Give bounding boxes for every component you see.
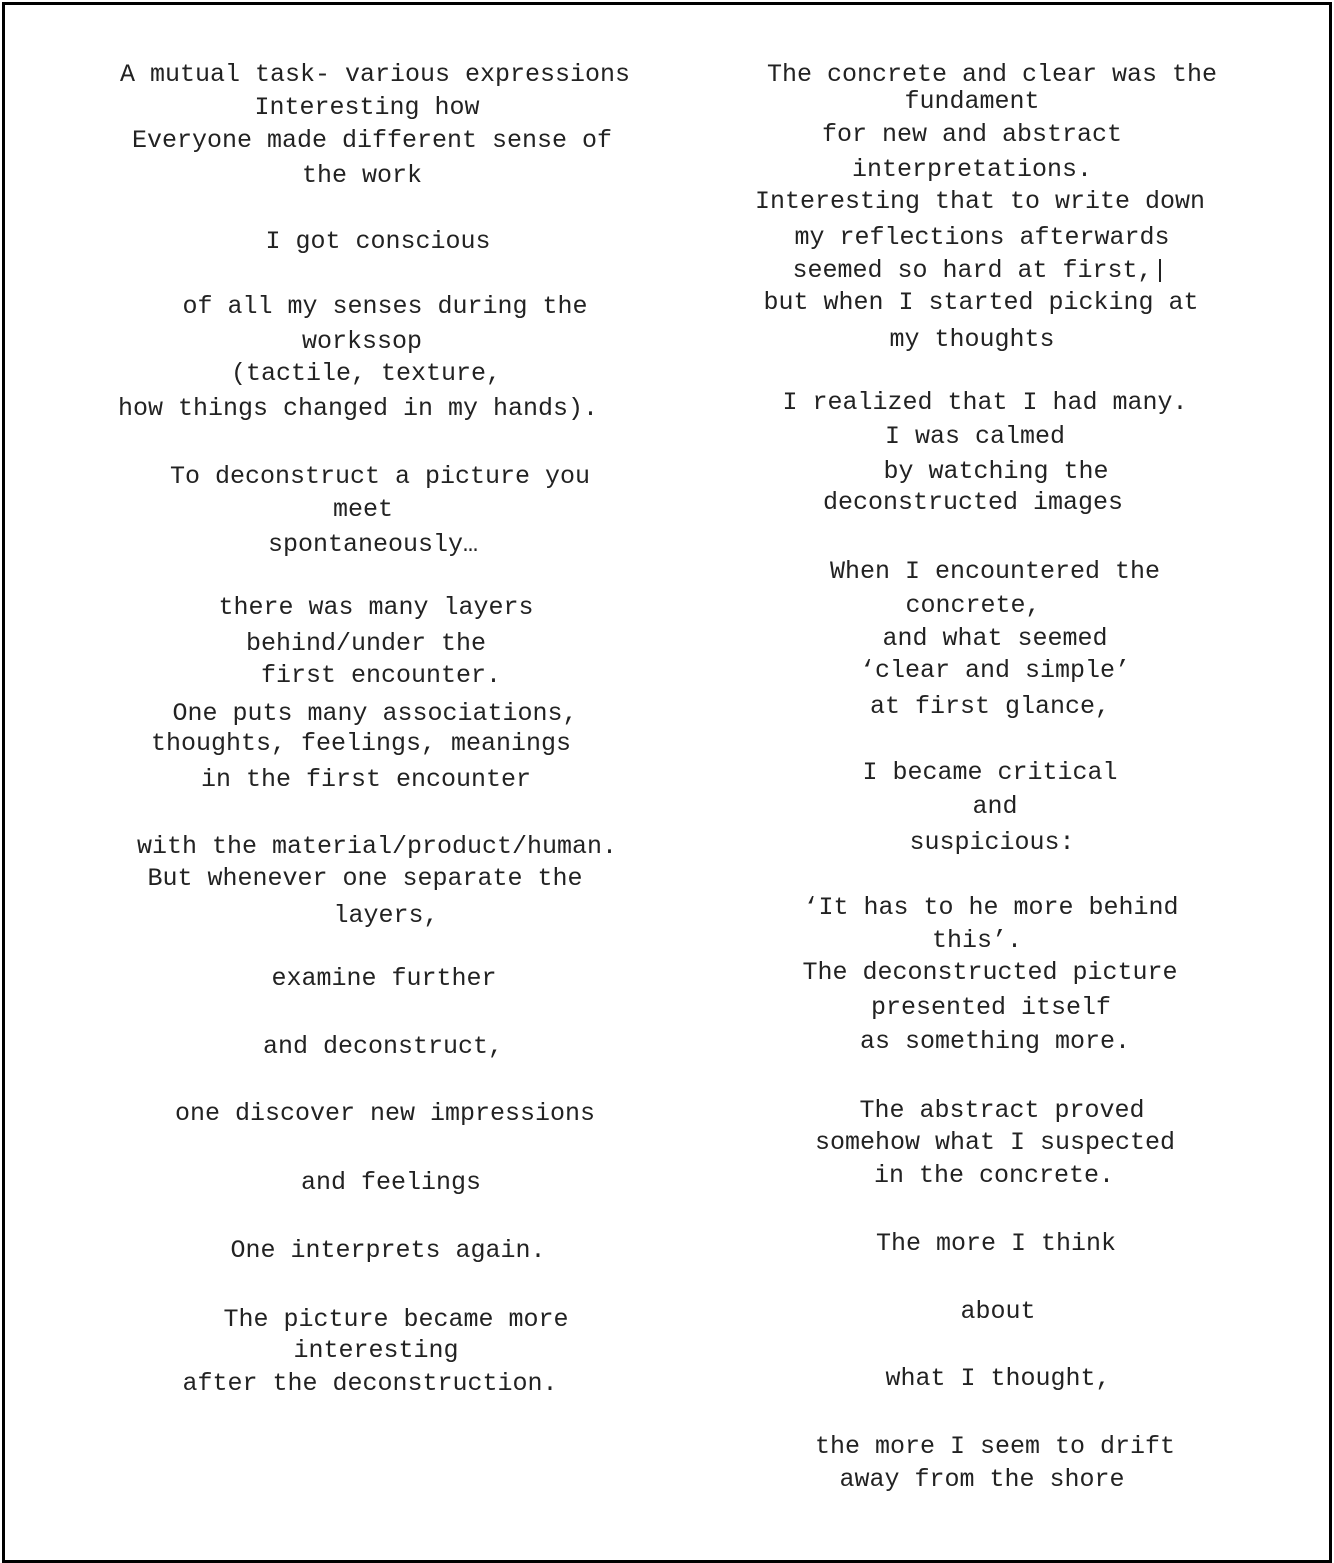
poem-line: I was calmed	[884, 422, 1066, 451]
poem-line: presented itself	[870, 993, 1112, 1022]
poem-line: I got conscious	[265, 227, 491, 256]
poem-line: interpretations.	[851, 155, 1093, 184]
poem-line: away from the shore	[839, 1465, 1125, 1494]
poem-line: One puts many associations,	[172, 699, 578, 728]
poem-line: (tactile, texture,	[230, 359, 502, 388]
poem-line: first encounter.	[260, 661, 502, 690]
poem-line: in the concrete.	[873, 1161, 1115, 1190]
poem-line: behind/under the	[245, 629, 487, 658]
poem-line: The more I think	[875, 1229, 1117, 1258]
poem-line: The concrete and clear was the	[766, 60, 1218, 89]
poem-line: Interesting that to write down	[754, 187, 1206, 216]
poem-line: my thoughts	[889, 325, 1055, 354]
poem-line: somehow what I suspected	[814, 1128, 1176, 1157]
poem-line: A mutual task- various expressions	[119, 60, 631, 89]
poem-line: Interesting how	[254, 93, 480, 122]
poem-line: suspicious:	[909, 828, 1075, 857]
poem-line: examine further	[271, 964, 497, 993]
poem-line: The deconstructed picture	[802, 958, 1178, 987]
poem-line: but when I started picking at	[763, 288, 1199, 317]
poem-line: what I thought,	[885, 1364, 1111, 1393]
poem-line: there was many layers	[218, 593, 534, 622]
poem-line: by watching the	[883, 457, 1109, 486]
poem-line: and what seemed	[882, 624, 1108, 653]
poem-line: thoughts, feelings, meanings	[150, 729, 572, 758]
poem-line: at first glance,	[869, 692, 1111, 721]
poem-line: my reflections afterwards	[794, 223, 1170, 252]
poem-line: Everyone made different sense of	[131, 126, 613, 155]
poem-line: I realized that I had many.	[782, 388, 1188, 417]
poem-line: workssop	[301, 327, 423, 356]
poem-line: interesting	[293, 1336, 459, 1365]
poem-line: with the material/product/human.	[136, 832, 618, 861]
poem-line: seemed so hard at first,|	[792, 256, 1168, 285]
poem-line: one discover new impressions	[174, 1099, 596, 1128]
poem-line: for new and abstract	[821, 120, 1123, 149]
poem-line: concrete,	[905, 591, 1041, 620]
poem-line: ‘It has to he more behind	[803, 893, 1179, 922]
poem-line: this’.	[931, 926, 1023, 955]
poem-line: of all my senses during the	[182, 292, 588, 321]
poem-line: how things changed in my hands).	[117, 394, 599, 423]
poem-line: the work	[301, 161, 423, 190]
poem-line: deconstructed images	[822, 488, 1124, 517]
poem-line: about	[960, 1297, 1036, 1326]
poem-line: as something more.	[859, 1027, 1131, 1056]
poem-line: the more I seem to drift	[814, 1432, 1176, 1461]
poem-line: To deconstruct a picture you	[169, 462, 591, 491]
poem-line: One interprets again.	[230, 1236, 546, 1265]
poem-line: I became critical	[862, 758, 1118, 787]
poem-line: and deconstruct,	[262, 1032, 504, 1061]
poem-line: But whenever one separate the	[147, 864, 583, 893]
poem-line: and feelings	[300, 1168, 482, 1197]
poem-line: fundament	[904, 87, 1040, 116]
poem-line: When I encountered the	[829, 557, 1161, 586]
poem-line: layers,	[333, 901, 439, 930]
poem-line: The abstract proved	[859, 1096, 1145, 1125]
poem-line: spontaneously…	[267, 530, 479, 559]
poem-line: after the deconstruction.	[182, 1369, 558, 1398]
poem-line: ‘clear and simple’	[859, 656, 1131, 685]
poem-line: and	[972, 792, 1018, 821]
poem-line: in the first encounter	[200, 765, 532, 794]
poem-line: meet	[332, 495, 394, 524]
poem-line: The picture became more	[223, 1305, 569, 1334]
